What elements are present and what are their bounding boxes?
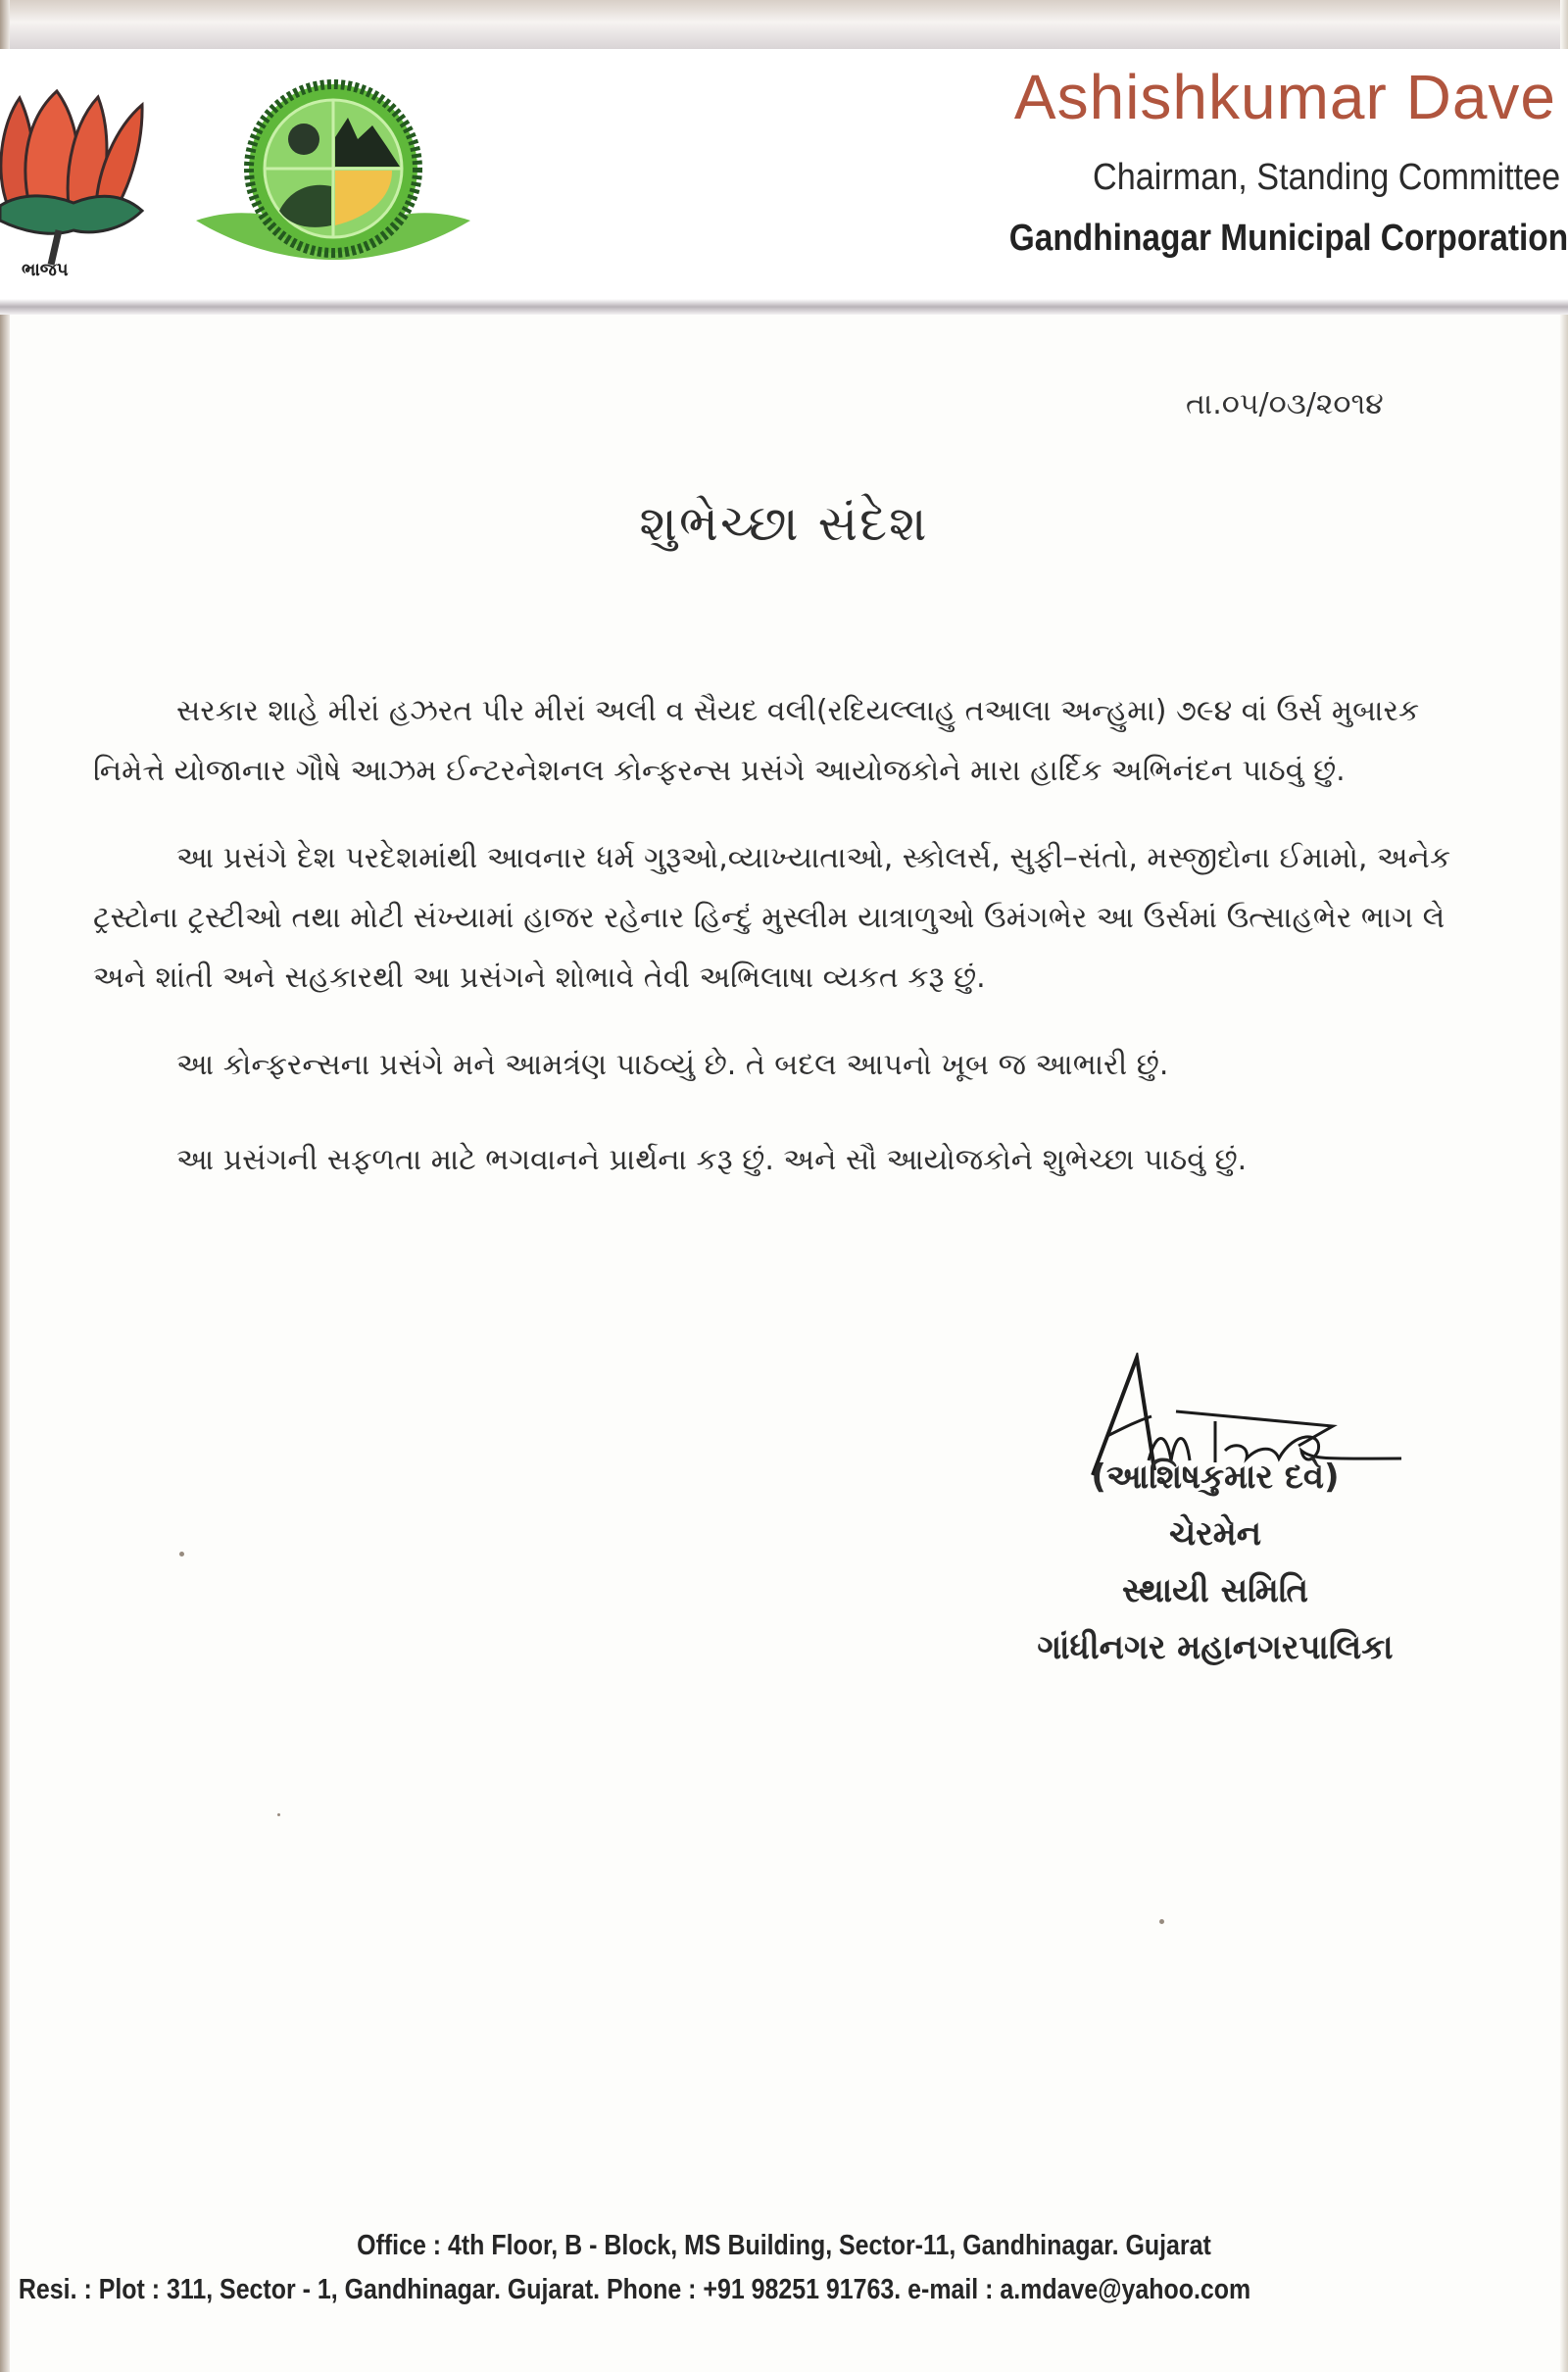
letterhead-divider [0, 299, 1568, 315]
svg-text:ભાજપ: ભાજપ [22, 260, 69, 279]
paragraph-thanks: આ કોન્ફરન્સના પ્રસંગે મને આમત્રંણ પાઠવ્યું છે. તે બદલ આપનો ખૂબ જ આભારી છું. [176, 1048, 1169, 1082]
paragraph-prayer: આ પ્રસંગની સફળતા માટે ભગવાનને પ્રાર્થના કરૂ છું. અને સૌ આયોજકોને શુભેચ્છા પાઠવું છું. [176, 1143, 1248, 1177]
signatory-name: (આશિષકુમાર દવે) [1091, 1458, 1340, 1497]
letter-date: તા.૦૫/૦૩/૨૦૧૪ [1186, 387, 1384, 421]
residence-contact: Resi. : Plot : 311, Sector - 1, Gandhinagar. Gujarat. Phone : +91 98251 91763. e-mail : a.mdave@yahoo.com [18, 2274, 1251, 2305]
letterhead-footer [0, 2230, 1568, 2306]
paper-speck [277, 1813, 280, 1816]
paper-speck [179, 1552, 184, 1557]
gmc-emblem-icon [196, 78, 470, 265]
paper-top-edge [0, 0, 1568, 49]
paper-left-edge [0, 0, 10, 2372]
signatory-designation: ચેરમેન [1168, 1514, 1262, 1554]
office-address: Office : 4th Floor, B - Block, MS Building, Sector-11, Gandhinagar. Gujarat [357, 2230, 1211, 2261]
paragraph-wishes: આ પ્રસંગે દેશ પરદેશમાંથી આવનાર ધર્મ ગુરૂઓ,વ્યાખ્યાતાઓ, સ્કોલર્સ, સુફી–સંતો, મસ્જીદોના ઈમામો, અનેક ટ્રસ્ટોના ટ્રસ્ટીઓ તથા મોટી સંખ્યામાં હાજર રહેનાર હિન્દું મુસ્લીમ યાત્રાળુઓ ઉમંગભેર આ ઉર્સમાં ઉત્સાહભેર ભાગ લે અને શાંતી અને સહકારથી આ પ્રસંગને શોભાવે તેવી અભિલાષા વ્યકત કરૂ છું. [93, 841, 1451, 995]
signatory-block [941, 1449, 1490, 1676]
letterhead-name: Ashishkumar Dave [1013, 62, 1556, 132]
letterhead-designation: Chairman, Standing Committee [1092, 157, 1560, 198]
letter-body [93, 681, 1465, 1225]
letterhead-organization: Gandhinagar Municipal Corporation [1008, 218, 1568, 259]
lotus-logo-icon [0, 83, 147, 279]
signatory-committee: સ્થાયી સમિતિ [1121, 1571, 1309, 1610]
letter-title: શુભેચ્છા સંદેશ [639, 495, 929, 552]
paper-speck [1159, 1919, 1164, 1924]
paper-right-edge [1560, 0, 1568, 2372]
paragraph-greeting: સરકાર શાહે મીરાં હઝરત પીર મીરાં અલી વ સૈયદ વલી(રદિયલ્લાહુ તઆલા અન્હુમા) ૭૯૪ વાં ઉર્સ મુબારક નિમેત્તે યોજાનાર ગૌષે આઝમ ઈન્ટરનેશનલ કોન્ફરન્સ પ્રસંગે આયોજકોને મારા હાર્દિક અભિનંદન પાઠવું છું. [93, 694, 1420, 788]
signatory-organization: ગાંધીનગર મહાનગરપાલિકા [1037, 1628, 1394, 1667]
